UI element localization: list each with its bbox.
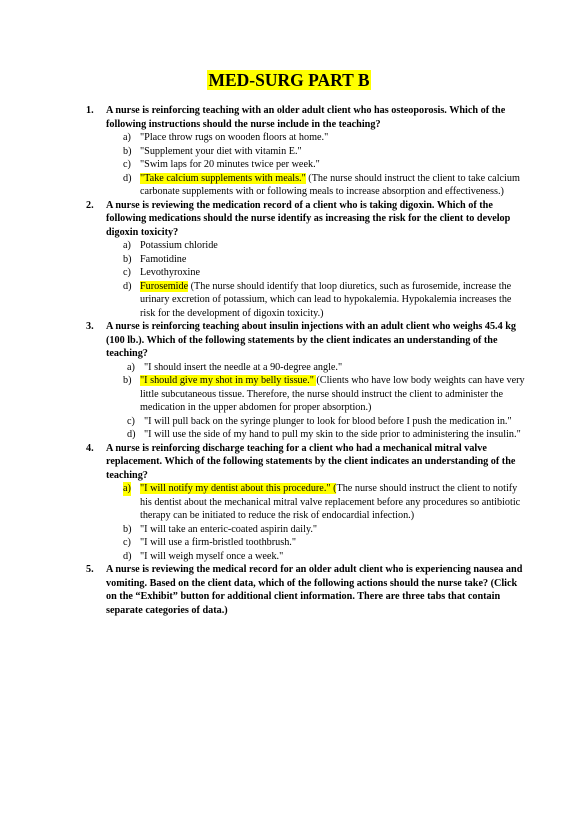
option-letter: d) — [127, 429, 136, 440]
answer-option — [127, 415, 526, 429]
question-list — [86, 104, 526, 617]
option-letter: a) — [123, 132, 131, 143]
option-letter: a) — [127, 361, 135, 373]
option-letter: d) — [123, 550, 132, 562]
answer-option — [123, 374, 526, 415]
question-number: 3. — [86, 321, 94, 332]
option-letter: b) — [123, 523, 132, 535]
correct-answer-text: "I should give my shot in my belly tissue." — [140, 375, 317, 386]
option-letter: b) — [123, 145, 132, 157]
option-letter: c) — [123, 537, 131, 548]
answer-options — [123, 482, 526, 563]
question-stem: A nurse is reinforcing discharge teaching for a client who had a mechanical mitral valve replacement. Which of the following statements by the client indicates an understanding of the teaching? — [106, 442, 516, 481]
option-letter: c) — [123, 159, 131, 170]
question-5 — [86, 563, 526, 617]
question-number: 4. — [86, 442, 94, 454]
correct-answer-text: Furosemide — [140, 280, 189, 292]
option-letter: c) — [123, 267, 131, 278]
option-text: Famotidine — [140, 253, 187, 265]
answer-option — [123, 145, 526, 159]
answer-options — [123, 131, 526, 199]
answer-option — [123, 482, 526, 523]
answer-option — [123, 536, 526, 550]
question-stem: A nurse is reviewing the medical record for an older adult client who is experiencing nausea and vomiting. Based on the client data, which of the following actions should the nurse take? (Click on the “Exhibit” button for additional client information. There are three tabs that contain separate categories of data.) — [106, 564, 523, 616]
rationale-text: (The nurse should instruct the client to take calcium carbonate supplements with or following meals to increase absorption and effectiveness.) — [140, 172, 520, 197]
option-letter: b) — [123, 253, 132, 265]
answer-option — [123, 523, 526, 537]
answer-option — [123, 253, 526, 267]
question-stem: A nurse is reinforcing teaching about insulin injections with an adult client who weighs 45.4 kg (100 lb.). Which of the following statements by the client indicates an understanding of the teaching? — [106, 321, 517, 359]
option-text: "Swim laps for 20 minutes twice per week." — [140, 159, 320, 170]
answer-option — [127, 361, 526, 375]
option-text: "I should insert the needle at a 90-degree angle." — [144, 361, 343, 373]
option-text: "Supplement your diet with vitamin E." — [140, 145, 302, 157]
answer-option — [123, 239, 526, 253]
option-letter: b) — [123, 375, 132, 386]
option-text: "Place throw rugs on wooden floors at home." — [140, 132, 329, 143]
option-letter: a) — [123, 240, 131, 251]
option-text: "I will use a firm-bristled toothbrush." — [140, 537, 297, 548]
option-letter: d) — [123, 172, 132, 184]
rationale-text: (Clients who have low body weights can have very little subcutaneous tissue. Therefore, the nurse should instruct the client to administer the medication in the upper abdomen for proper absorption.) — [140, 375, 525, 413]
document-title: MED-SURG PART B — [208, 70, 370, 90]
question-4 — [86, 442, 526, 564]
question-2 — [86, 199, 526, 321]
answer-option — [123, 550, 526, 564]
option-text: "I will take an enteric-coated aspirin daily." — [140, 523, 318, 535]
answer-options — [123, 361, 526, 442]
option-text: Levothyroxine — [140, 267, 200, 278]
option-text: "I will weigh myself once a week." — [140, 550, 284, 562]
answer-option — [127, 428, 526, 442]
answer-options — [123, 239, 526, 320]
question-1 — [86, 104, 526, 199]
option-text: "I will pull back on the syringe plunger to look for blood before I push the medication in." — [144, 415, 512, 427]
title-wrap — [0, 70, 578, 91]
option-text: "I will use the side of my hand to pull my skin to the side prior to administering the insulin." — [144, 429, 521, 440]
option-letter: d) — [123, 280, 132, 292]
question-number: 2. — [86, 199, 94, 211]
correct-answer-text: "I will notify my dentist about this procedure." ( — [140, 483, 337, 494]
question-stem: A nurse is reviewing the medication record of a client who is taking digoxin. Which of the following medications should the nurse identify as increasing the risk for the client to develop digoxin toxicity? — [106, 199, 511, 238]
answer-option — [123, 158, 526, 172]
option-letter: c) — [127, 415, 135, 427]
question-number: 5. — [86, 564, 94, 575]
rationale-text: (The nurse should identify that loop diuretics, such as furosemide, increase the urinary excretion of potassium, which can lead to hypokalemia. Hypokalemia increases the risk for the development of digoxin toxicity.) — [140, 280, 512, 319]
question-stem: A nurse is reinforcing teaching with an older adult client who has osteoporosis. Which of the following instructions should the nurse include in the teaching? — [106, 105, 506, 130]
rationale-text: The nurse should instruct the client to notify his dentist about the mechanical mitral valve replacement before any procedures so antibiotic therapy can be initiated to reduce the risk of endocardial infection.) — [140, 483, 521, 521]
answer-option — [123, 131, 526, 145]
question-number: 1. — [86, 105, 94, 116]
option-text: Potassium chloride — [140, 240, 218, 251]
answer-option — [123, 266, 526, 280]
answer-option — [123, 172, 526, 199]
option-letter: a) — [123, 483, 131, 494]
correct-answer-text: "Take calcium supplements with meals." — [140, 172, 306, 184]
question-3 — [86, 320, 526, 442]
answer-option — [123, 280, 526, 321]
